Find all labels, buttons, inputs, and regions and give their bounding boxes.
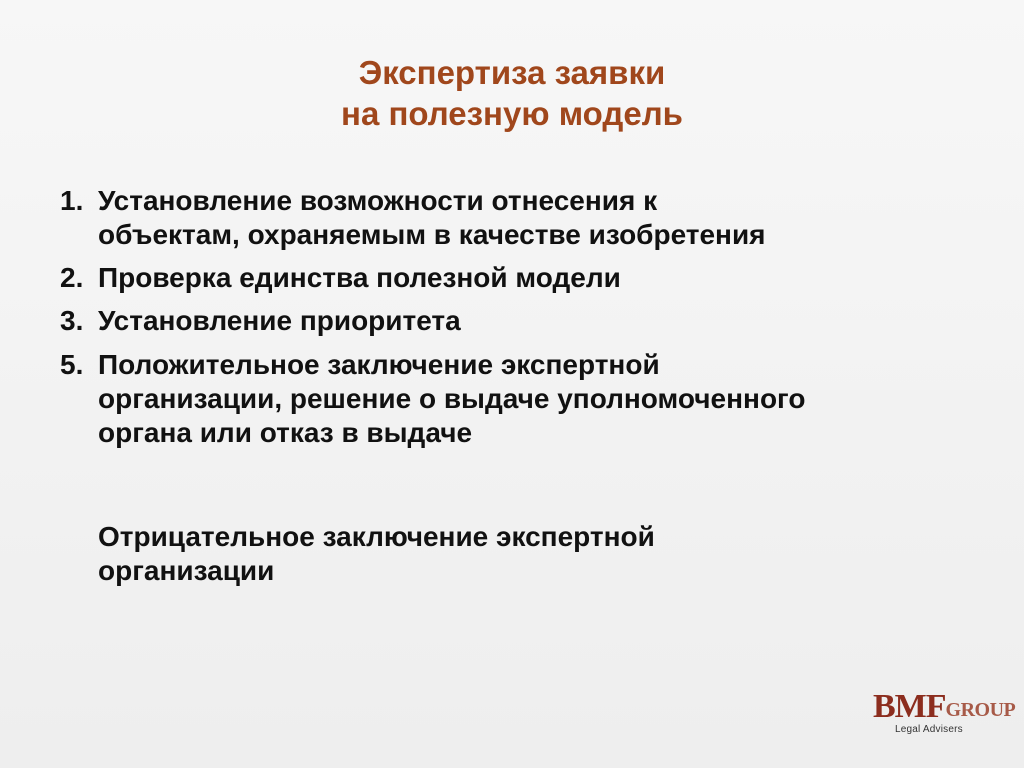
step-2-line-1: Проверка единства полезной модели <box>98 262 621 294</box>
negative-conclusion-note <box>98 520 878 588</box>
examination-steps-list <box>60 184 980 459</box>
step-number-1: 1. <box>60 185 84 216</box>
logo-subtitle: Legal Advisers <box>895 724 963 735</box>
step-1-line-2: объектам, охраняемым в качестве изобретения <box>98 219 766 251</box>
examination-step-5 <box>60 348 980 450</box>
slide-title <box>0 53 1024 135</box>
step-number-2: 2. <box>60 262 84 294</box>
negative-conclusion-line-1: Отрицательное заключение экспертной <box>98 521 655 552</box>
logo-group-text: GROUP <box>945 699 1016 721</box>
step-number-3: 3. <box>60 305 84 337</box>
examination-step-1 <box>60 184 980 252</box>
logo-mark <box>873 690 1015 724</box>
bmf-group-logo <box>873 688 1016 740</box>
step-3-line-1: Установление приоритета <box>98 305 461 337</box>
step-5-line-3: органа или отказ в выдаче <box>98 416 473 448</box>
step-5-line-2: организации, решение о выдаче уполномоченного <box>98 382 806 414</box>
slide-title-line-2: на полезную модель <box>341 94 683 132</box>
step-1-line-1: Установление возможности отнесения к <box>98 185 658 216</box>
negative-conclusion-line-2: организации <box>98 555 275 587</box>
examination-step-3 <box>60 304 980 338</box>
examination-step-2 <box>60 261 980 295</box>
slide-title-line-1: Экспертиза заявки <box>358 54 666 91</box>
logo-brand: BMF <box>873 688 946 725</box>
step-5-line-1: Положительное заключение экспертной <box>98 348 660 380</box>
step-number-5: 5. <box>60 348 84 380</box>
